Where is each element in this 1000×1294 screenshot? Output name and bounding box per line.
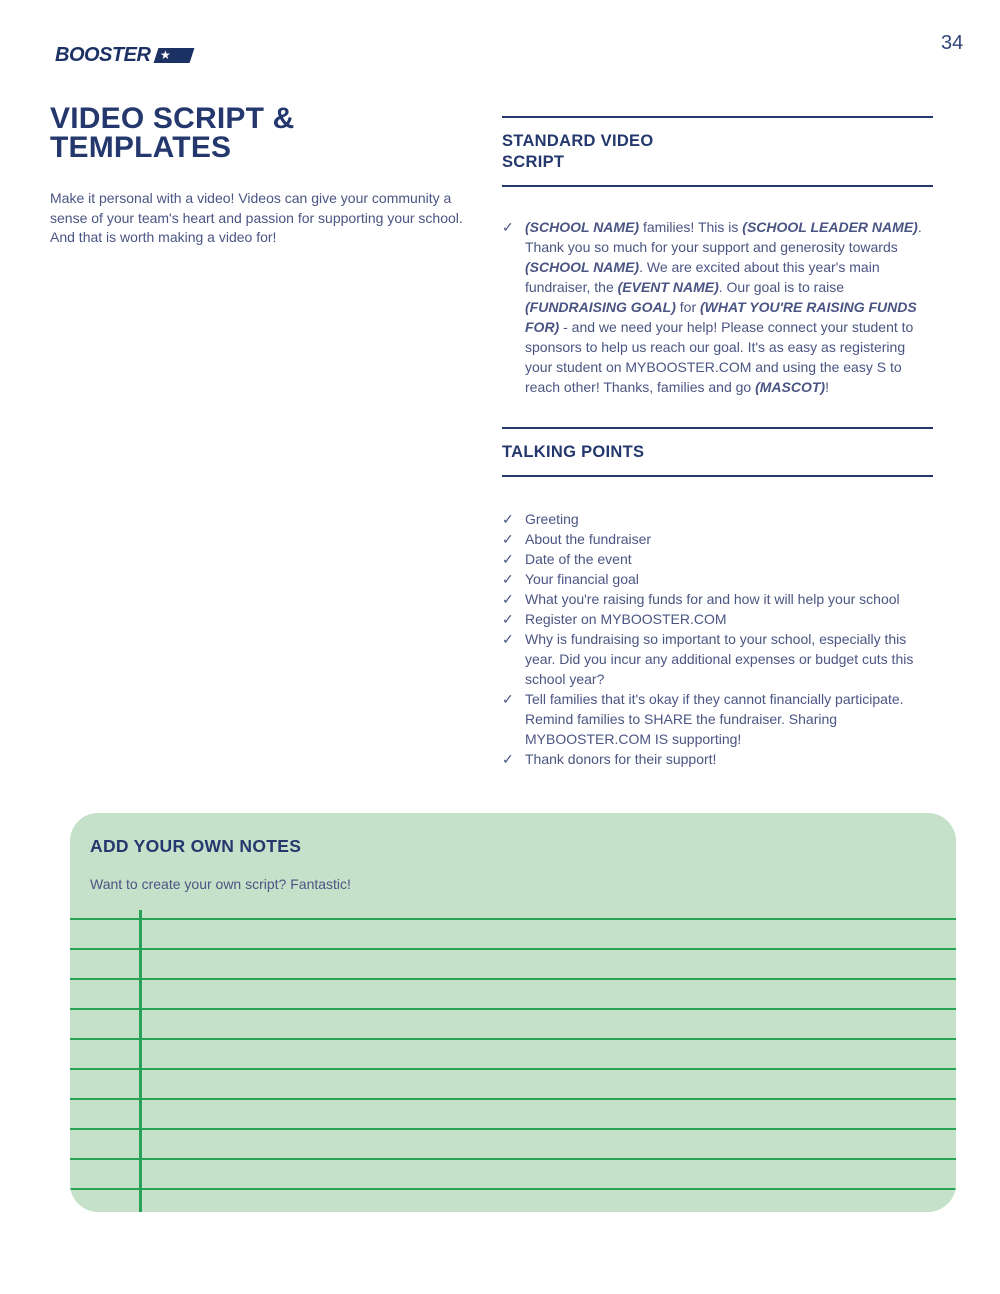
talking-point-label: About the fundraiser [525, 531, 652, 547]
add-your-own-notes-panel [70, 813, 956, 1212]
talking-point-item [502, 509, 933, 529]
talking-point-item [502, 549, 933, 569]
talking-point-item [502, 609, 933, 629]
talking-point-item [502, 529, 933, 549]
standard-video-script-heading-line1: STANDARD VIDEO [502, 132, 654, 150]
talking-point-item [502, 589, 933, 609]
booster-logo-flag [154, 48, 195, 63]
script-text-run: ! [825, 379, 829, 395]
page-number: 34 [941, 32, 964, 54]
check-icon: ✓ [502, 591, 514, 607]
talking-point-label: What you're raising funds for and how it will help your school [525, 591, 900, 607]
talking-point-label: Your financial goal [525, 571, 639, 587]
placeholder-mascot: (MASCOT) [755, 379, 826, 395]
standard-video-script-heading-line2: SCRIPT [502, 153, 565, 171]
talking-point-item [502, 749, 933, 769]
check-icon: ✓ [502, 611, 514, 627]
notes-ruled-lines [70, 918, 956, 1212]
standard-video-script-heading [502, 131, 933, 173]
placeholder-school-leader-name: (SCHOOL LEADER NAME) [742, 219, 918, 235]
notes-margin-line [139, 910, 142, 1212]
talking-points-list [502, 509, 933, 769]
script-column [502, 116, 933, 769]
talking-point-label: Why is fundraising so important to your school, especially this year. Did you incur any additional expenses or budget cuts this school year? [525, 631, 914, 687]
placeholder-raising-funds-for: (WHAT YOU'RE RAISING FUNDS FOR) [525, 299, 917, 335]
check-icon: ✓ [502, 751, 514, 767]
divider [502, 475, 933, 477]
talking-point-label: Greeting [525, 511, 579, 527]
talking-point-label: Register on MYBOOSTER.COM [525, 611, 727, 627]
script-text-run: . We are excited about this year's main fundraiser, the [525, 259, 880, 295]
check-icon: ✓ [502, 531, 514, 547]
booster-logo-text: BOOSTER [55, 44, 151, 66]
script-text-run: . Thank you so much for your support and generosity towards [525, 219, 922, 255]
notes-subtext: Want to create your own script? Fantastic! [90, 876, 351, 892]
check-icon: ✓ [502, 691, 514, 707]
standard-script-text [525, 217, 933, 397]
divider-top [502, 116, 933, 118]
placeholder-school-name: (SCHOOL NAME) [525, 259, 640, 275]
script-text-run: - and we need your help! Please connect your student to sponsors to help us reach our goal. It's as easy as registering your student on MYBOOSTER.COM and using the easy S to reach other! Thanks, families and go [525, 319, 914, 395]
talking-point-item [502, 629, 933, 689]
page-title [50, 104, 470, 162]
page-title-line1: VIDEO SCRIPT & [50, 102, 295, 135]
notes-heading: ADD YOUR OWN NOTES [90, 836, 302, 856]
check-icon: ✓ [502, 571, 514, 587]
star-icon: ★ [160, 48, 172, 62]
intro-section [50, 104, 470, 248]
placeholder-fundraising-goal: (FUNDRAISING GOAL) [525, 299, 676, 315]
divider [502, 427, 933, 429]
talking-point-label: Thank donors for their support! [525, 751, 717, 767]
talking-point-label: Date of the event [525, 551, 632, 567]
script-text-run: families! This is [639, 219, 743, 235]
placeholder-event-name: (EVENT NAME) [617, 279, 719, 295]
check-icon: ✓ [502, 219, 514, 235]
check-icon: ✓ [502, 511, 514, 527]
standard-script-item [502, 217, 933, 397]
placeholder-school-name: (SCHOOL NAME) [525, 219, 640, 235]
script-text-run: . Our goal is to raise [718, 279, 845, 295]
intro-paragraph: Make it personal with a video! Videos can give your community a sense of your team's heart and passion for supporting your school. And that is worth making a video for! [50, 190, 463, 245]
talking-point-item [502, 569, 933, 589]
talking-point-item [502, 689, 933, 749]
script-text-run: for [675, 299, 701, 315]
booster-logo [55, 44, 192, 67]
check-icon: ✓ [502, 631, 514, 647]
divider [502, 185, 933, 187]
page-title-line2: TEMPLATES [50, 131, 232, 164]
check-icon: ✓ [502, 551, 514, 567]
talking-points-heading: TALKING POINTS [502, 443, 645, 461]
talking-point-label: Tell families that it's okay if they cannot financially participate. Remind families to SHARE the fundraiser. Sharing MYBOOSTER.COM IS supporting! [525, 691, 904, 747]
